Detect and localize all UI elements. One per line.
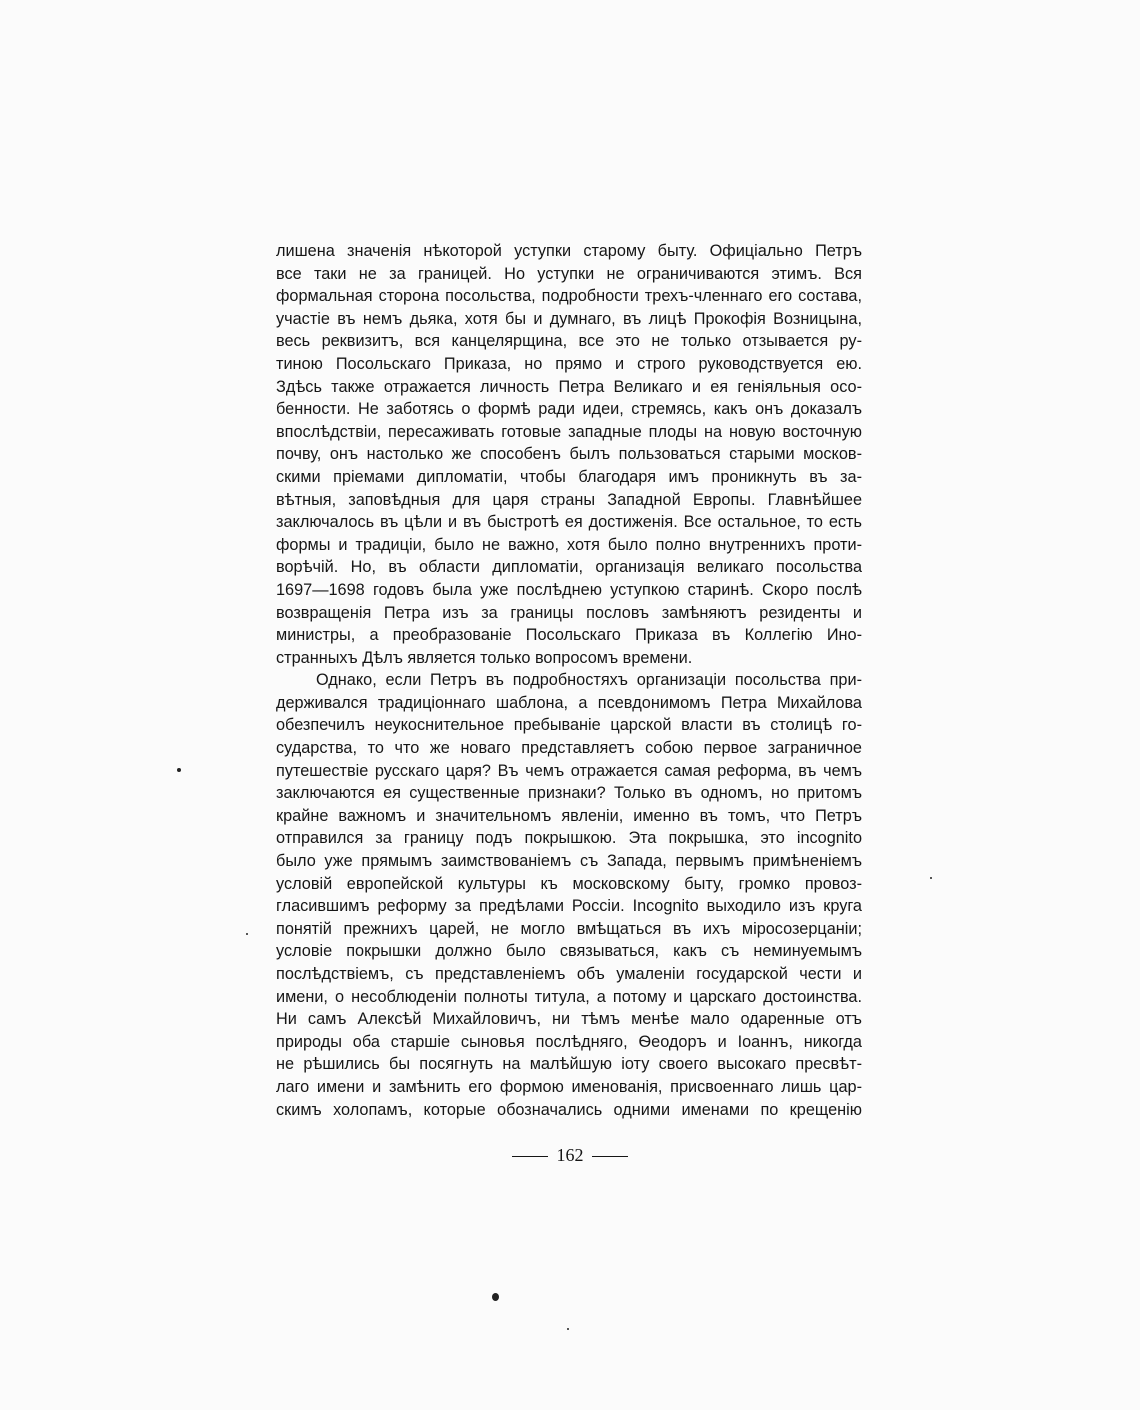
text-line: лаго имени и замѣнить его формою именованія, присвоеннаго лишь цар- [276,1077,862,1096]
text-line: заключалось въ цѣли и въ быстротѣ ея достиженія. Все остальное, то есть [276,513,862,532]
text-line: лишена значенія нѣкоторой уступки старому быту. Офиціально Петръ [276,242,862,260]
text-line: имени, о несоблюденіи полноты титула, а потому и царскаго достоинства. [276,987,862,1006]
text-line: формальная сторона посольства, подробности трехъ-членнаго его состава, [276,287,862,306]
text-line: министры, а преобразованіе Посольскаго Приказа въ Коллегію Ино- [276,626,862,645]
text-line: крайне важномъ и значительномъ явленіи, именно въ томъ, что Петръ [276,806,862,825]
scan-speck [492,1293,499,1301]
text-line: формы и традиціи, было не важно, хотя было полно внутреннихъ проти- [276,535,862,554]
page-number-dash-left [512,1156,548,1157]
text-line: скимъ холопамъ, которые обозначались одними именами по крещенію [276,1100,862,1119]
scan-speck [177,768,181,772]
paragraph-1 [276,240,862,669]
text-line: обезпечилъ неукоснительное пребываніе царской власти въ столицѣ го- [276,716,862,735]
scan-speck [246,933,248,935]
text-line: все таки не за границей. Но уступки не ограничиваются этимъ. Вся [276,264,862,283]
text-line: было уже прямымъ заимствованіемъ съ Запада, первымъ примѣненіемъ [276,852,862,871]
text-line: не рѣшились бы посягнуть на малѣйшую іоту своего высокаго пресвѣт- [276,1055,862,1074]
text-line: понятій прежнихъ царей, не могло вмѣщаться въ ихъ міросозерцаніи; [276,919,862,938]
paragraph-2 [276,669,862,1121]
text-line: бенности. Не заботясь о формѣ ради идеи, стремясь, какъ онъ доказалъ [276,400,862,419]
text-line: Однако, если Петръ въ подробностяхъ организаціи посольства при- [316,671,862,690]
page-number-dash-right [592,1156,628,1157]
text-line: скими пріемами дипломатіи, чтобы благодаря имъ проникнуть въ за- [276,467,862,486]
text-line: участіе въ немъ дьяка, хотя бы и думнаго, въ лицѣ Прокофія Возницына, [276,309,862,328]
scan-speck [567,1328,569,1330]
page-number [0,1145,1140,1166]
text-line: заключаются ея существенные признаки? Только въ одномъ, но притомъ [276,784,862,803]
text-line: 1697—1698 годовъ была уже послѣднею уступкою старинѣ. Скоро послѣ [276,580,862,599]
text-line: вѣтныя, заповѣдныя для царя страны Западной Европы. Главнѣйшее [276,490,862,509]
text-line: условіе покрышки должно было связываться, какъ съ неминуемымъ [276,942,862,961]
text-line: ворѣчій. Но, въ области дипломатіи, организація великаго посольства [276,558,862,577]
scan-speck [930,877,932,879]
text-line: впослѣдствіи, пересаживать готовые западные плоды на новую восточную [276,422,862,441]
text-line: условій европейской культуры къ московскому быту, громко провоз- [276,874,862,893]
text-line: отправился за границу подъ покрышкою. Эта покрышка, это incognito [276,829,862,848]
text-line: гласившимъ реформу за предѣлами Россіи. Incognito выходило изъ круга [276,897,862,916]
text-line: путешествіе русскаго царя? Въ чемъ отражается самая реформа, въ чемъ [276,761,862,780]
page-number-value: 162 [556,1145,584,1165]
text-line: возвращенія Петра изъ за границы пословъ замѣняютъ резиденты и [276,603,862,622]
text-line: сударства, то что же новаго представляетъ собою первое заграничное [276,739,862,758]
body-text [276,240,862,1121]
text-line: почву, онъ настолько же способенъ былъ пользоваться старыми москов- [276,445,862,464]
text-line: послѣдствіемъ, съ представленіемъ объ умаленіи государской чести и [276,965,862,983]
text-line: Здѣсь также отражается личность Петра Великаго и ея геніяльныя осо- [276,377,862,396]
text-line: тиною Посольскаго Приказа, но прямо и строго руководствуется ею. [276,354,862,373]
text-line: природы оба старшіе сыновья послѣдняго, Ѳеодоръ и Іоаннъ, никогда [276,1032,862,1051]
text-line: странныхъ Дѣлъ является только вопросомъ времени. [276,648,693,667]
text-line: Ни самъ Алексѣй Михайловичъ, ни тѣмъ менѣе мало одаренные отъ [276,1010,862,1029]
text-line: держивался традиціоннаго шаблона, а псевдонимомъ Петра Михайлова [276,693,862,712]
text-line: весь реквизитъ, вся канцелярщина, все это не только отзывается ру- [276,332,862,351]
